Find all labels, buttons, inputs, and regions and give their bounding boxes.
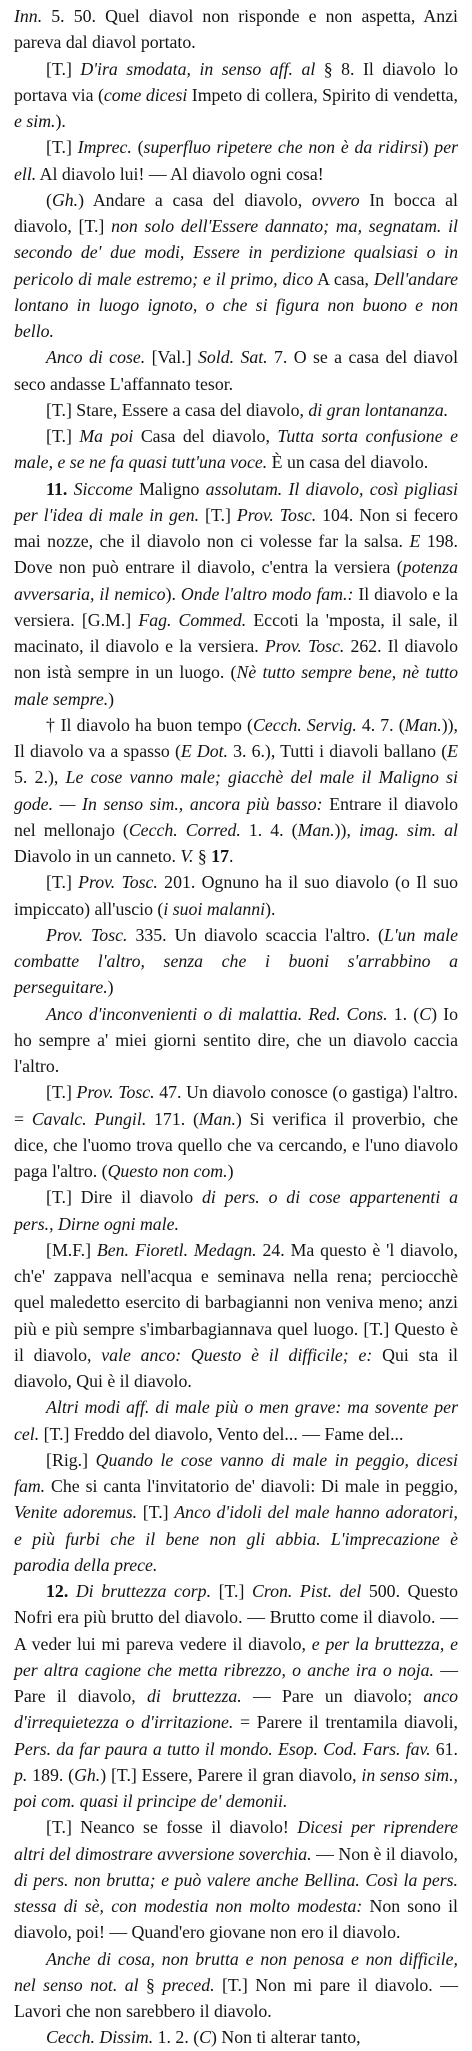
entry-paragraph: [T.] Imprec. (superfluo ripetere che non è da ridirsi) per ell. Al diavolo lui! — Al diavolo ogni cosa! bbox=[14, 137, 458, 184]
entry-paragraph: Cecch. Dissim. 1. 2. (C) Non ti alterar tanto, bbox=[46, 2027, 361, 2048]
entry-paragraph: 12. Di bruttezza corp. [T.] Cron. Pist. del 500. Questo Nofri era più brutto del diavolo. — Brutto come il diavolo. — A veder lui mi pareva vedere il diavolo, e per la bruttezza, e per altra cagione che metta ribrezzo, o anche ira o noja. — Pare il diavolo, di bruttezza. — Pare un diavolo; anco d'irrequietezza o d'irritazione. = Parere il trentamila diavoli, Pers. da far paura a tutto il mondo. Esop. Cod. Fars. fav. 61. p. 189. (Gh.) [T.] Essere, Parere il gran diavolo, in senso sim., poi com. quasi il principe de' demonii. bbox=[14, 1581, 459, 1811]
entry-paragraph: † Il diavolo ha buon tempo (Cecch. Servig. 4. 7. (Man.)), Il diavolo va a spasso (E Dot. 3. 6.), Tutti i diavoli ballano (E 5. 2.), Le cose vanno male; giacchè del male il Maligno si gode. — In senso sim., ancora più basso: Entrare il diavolo nel mellonajo (Cecch. Corred. 1. 4. (Man.)), imag. sim. al Diavolo in un canneto. V. § 17. bbox=[14, 714, 459, 866]
dictionary-entry-text bbox=[14, 3, 458, 2051]
entry-paragraph: [Rig.] Quando le cose vanno di male in peggio, dicesi fam. Che si canta l'invitatorio de' diavoli: Di male in peggio, Venite adoremus. [T.] Anco d'idoli del male hanno adoratori, e più furbi che il bene non gli abbia. L'imprecazione è parodia della prece. bbox=[14, 1449, 458, 1575]
entry-paragraph: [T.] Stare, Essere a casa del diavolo, di gran lontananza. bbox=[46, 399, 449, 420]
entry-paragraph: Anche di cosa, non brutta e non penosa e non difficile, nel senso not. al § preced. [T.] Non mi pare il diavolo. — Lavori che non sarebbero il diavolo. bbox=[14, 1948, 458, 2021]
entry-paragraph: (Gh.) Andare a casa del diavolo, ovvero In bocca al diavolo, [T.] non solo dell'Essere dannato; ma, segnatam. il secondo de' due modi, Essere in perdizione qualsiasi o in pericolo di male estremo; e il primo, dico A casa, Dell'andare lontano in luogo ignoto, o che si figura non buono e non bello. bbox=[14, 189, 458, 341]
entry-paragraph: Altri modi aff. di male più o men grave: ma sovente per cel. [T.] Freddo del diavolo, Vento del... — Fame del... bbox=[14, 1397, 458, 1444]
entry-paragraph: [T.] Neanco se fosse il diavolo! Dicesi per riprendere altri del dimostrare avversione soverchia. — Non è il diavolo, di pers. non brutta; e può valere anche Bellina. Così la pers. stessa di sè, con modestia non molto modesta: Non sono il diavolo, poi! — Quand'ero giovane non ero il diavolo. bbox=[14, 1817, 458, 1943]
entry-paragraph: [T.] Prov. Tosc. 47. Un diavolo conosce (o gastiga) l'altro. = Cavalc. Pungil. 171. (Man.) Si verifica il proverbio, che dice, che l'uomo trova quello che va cercando, e l'uno diavolo paga l'altro. (Questo non com.) bbox=[14, 1082, 458, 1181]
entry-paragraph: [T.] Prov. Tosc. 201. Ognuno ha il suo diavolo (o Il suo impiccato) all'uscio (i suoi malanni). bbox=[14, 872, 458, 919]
entry-paragraph: Inn. 5. 50. Quel diavol non risponde e non aspetta, Anzi pareva dal diavol portato. bbox=[14, 6, 458, 53]
entry-paragraph: Prov. Tosc. 335. Un diavolo scaccia l'altro. (L'un male combatte l'altro, senza che i buoni s'arrabbino a perseguitare.) bbox=[14, 924, 458, 998]
entry-paragraph: Anco d'inconvenienti o di malattia. Red. Cons. 1. (C) Io ho sempre a' miei giorni sentito dire, che un diavolo caccia l'altro. bbox=[14, 1003, 458, 1076]
entry-paragraph: 11. Siccome Maligno assolutam. Il diavolo, così pigliasi per l'idea di male in gen. [T.] Prov. Tosc. 104. Non si fecero mai nozze, che il diavolo non ci volesse far la salsa. E 198. Dove non può entrare il diavolo, c'entra la versiera (potenza avversaria, il nemico). Onde l'altro modo fam.: Il diavolo e la versiera. [G.M.] Fag. Commed. Eccoti la 'mposta, il sale, il macinato, il diavolo e la versiera. Prov. Tosc. 262. Il diavolo non istà sempre in un luogo. (Nè tutto sempre bene, nè tutto male sempre.) bbox=[14, 478, 459, 709]
entry-paragraph: [M.F.] Ben. Fioretl. Medagn. 24. Ma questo è 'l diavolo, ch'e' zappava nell'acqua e seminava nella rena; perciocchè quel maledetto esercito di barbagianni non veniva meno; anzi più e più sempre s'imbarbagiannava quel luogo. [T.] Questo è il diavolo, vale anco: Questo è il difficile; e: Qui sta il diavolo, Qui è il diavolo. bbox=[14, 1239, 458, 1391]
entry-paragraph: [T.] Ma poi Casa del diavolo, Tutta sorta confusione e male, e se ne fa quasi tutt'una voce. È un casa del diavolo. bbox=[14, 426, 458, 473]
entry-paragraph: [T.] Dire il diavolo di pers. o di cose appartenenti a pers., Dirne ogni male. bbox=[14, 1187, 458, 1234]
entry-paragraph: Anco di cose. [Val.] Sold. Sat. 7. O se a casa del diavol seco andasse L'affannato tesor. bbox=[14, 347, 459, 394]
entry-paragraph: [T.] D'ira smodata, in senso aff. al § 8. Il diavolo lo portava via (come dicesi Impeto di collera, Spirito di vendetta, e sim.). bbox=[14, 58, 458, 131]
